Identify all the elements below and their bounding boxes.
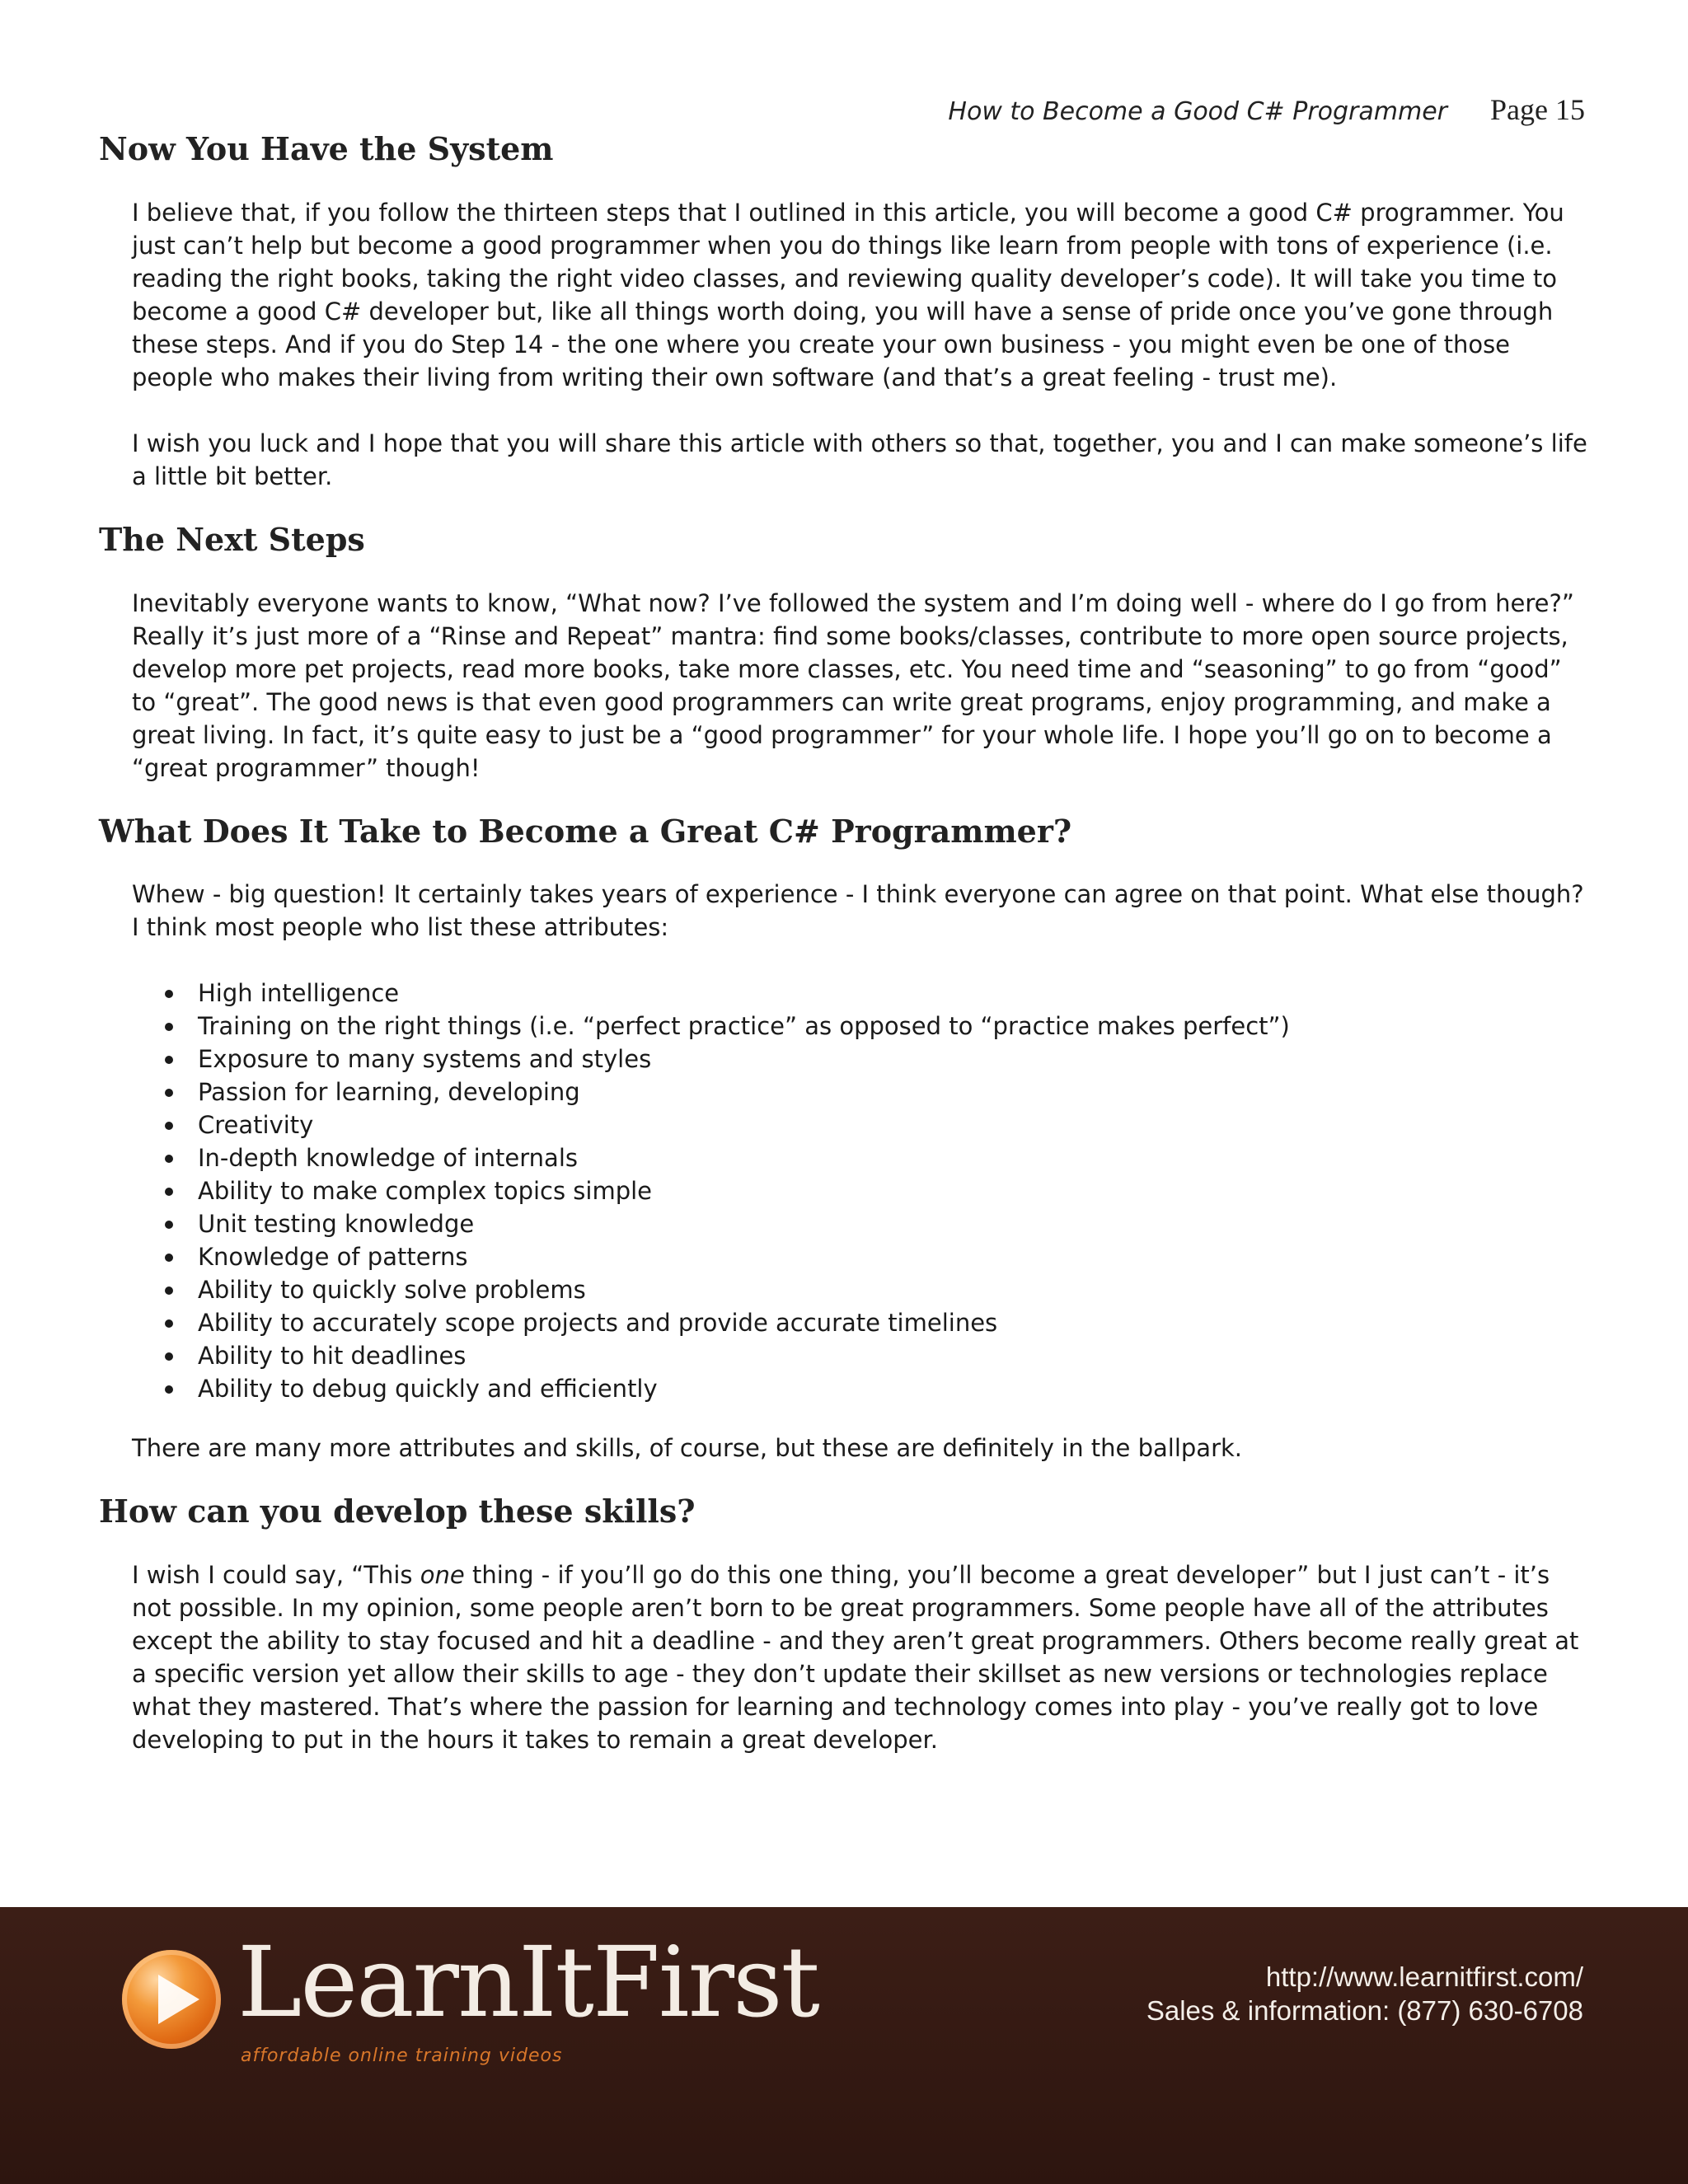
list-item: Unit testing knowledge [165, 1207, 1591, 1240]
document-title: How to Become a Good C# Programmer [948, 97, 1448, 126]
list-item: Knowledge of patterns [165, 1240, 1591, 1273]
list-item: Creativity [165, 1108, 1591, 1141]
emphasis: one [420, 1561, 465, 1590]
section-great-programmer [99, 814, 1591, 1465]
play-icon [122, 1950, 221, 2049]
website-link[interactable]: http://www.learnitfirst.com/ [1265, 1961, 1583, 1992]
section-develop-skills [99, 1494, 1591, 1756]
document-body [99, 132, 1591, 1786]
list-item: Passion for learning, developing [165, 1076, 1591, 1108]
list-item: Exposure to many systems and styles [165, 1043, 1591, 1076]
section-heading: The Next Steps [99, 520, 365, 558]
paragraph: Whew - big question! It certainly takes years of experience - I think everyone can agree on that point. What else though? I think most people who list these attributes: [132, 880, 1584, 942]
section-next-steps [99, 520, 1591, 785]
attributes-list [132, 977, 1591, 1405]
section-heading: What Does It Take to Become a Great C# Programmer? [99, 812, 1072, 850]
paragraph: I wish you luck and I hope that you will share this article with others so that, together, you and I can make someone’s life a little bit better. [132, 429, 1587, 490]
list-item: In-depth knowledge of internals [165, 1141, 1591, 1174]
paragraph: Inevitably everyone wants to know, “What now? I’ve followed the system and I’m doing well - where do I go from here?” Really it’s just more of a “Rinse and Repeat” mantra: find some books/classes, contribute to more open source projects, develop more pet projects, read more books, take more classes, etc. You need time and “seasoning” to go from “good” to “great”. The good news is that even good programmers can write great programs, enjoy programming, and make a great living. In fact, it’s quite easy to just be a “good programmer” for your whole life. I hope you’ll go on to become a “great programmer” though! [132, 588, 1574, 782]
list-item: Ability to hit deadlines [165, 1339, 1591, 1372]
learnitfirst-logo[interactable] [122, 1925, 818, 2066]
sales-phone: Sales & information: (877) 630-6708 [1146, 1995, 1583, 2026]
paragraph: There are many more attributes and skills, of course, but these are definitely in the ballpark. [132, 1434, 1243, 1463]
paragraph: I wish I could say, “This one thing - if you’ll go do this one thing, you’ll become a great developer” but I just can’t - it’s not possible. In my opinion, some people aren’t born to be great programmers. Some people have all of the attributes except the ability to stay focused and hit a deadline - and they aren’t great programmers. Others become really great at a specific version yet allow their skills to age - they don’t update their skillset as new versions or technologies replace what they mastered. That’s where the passion for learning and technology comes into play - you’ve really got to love developing to put in the hours it takes to remain a great developer. [132, 1561, 1579, 1755]
logo-tagline: affordable online training videos [241, 2046, 563, 2066]
list-item: Training on the right things (i.e. “perfect practice” as opposed to “practice makes perfect”) [165, 1010, 1591, 1043]
section-now-you-have-the-system [99, 132, 1591, 493]
section-heading: Now You Have the System [99, 130, 554, 167]
section-heading: How can you develop these skills? [99, 1493, 696, 1530]
list-item: Ability to make complex topics simple [165, 1174, 1591, 1207]
list-item: Ability to debug quickly and efficiently [165, 1372, 1591, 1405]
logo-wordmark: LearnItFirst [237, 1925, 818, 2039]
paragraph: I believe that, if you follow the thirteen steps that I outlined in this article, you will become a good C# programmer. You just can’t help but become a good programmer when you do things like learn from people with tons of experience (i.e. reading the right books, taking the right video classes, and reviewing quality developer’s code). It will take you time to become a good C# developer but, like all things worth doing, you will have a sense of pride once you’ve gone through these steps. And if you do Step 14 - the one where you create your own business - you might even be one of those people who makes their living from writing their own software (and that’s a great feeling - trust me). [132, 198, 1564, 391]
list-item: High intelligence [165, 977, 1591, 1010]
page-number: Page 15 [1490, 93, 1585, 126]
list-item: Ability to quickly solve problems [165, 1273, 1591, 1306]
list-item: Ability to accurately scope projects and provide accurate timelines [165, 1306, 1591, 1339]
footer-banner [0, 1907, 1688, 2184]
contact-info [1146, 1960, 1583, 2027]
page-header [948, 92, 1585, 127]
